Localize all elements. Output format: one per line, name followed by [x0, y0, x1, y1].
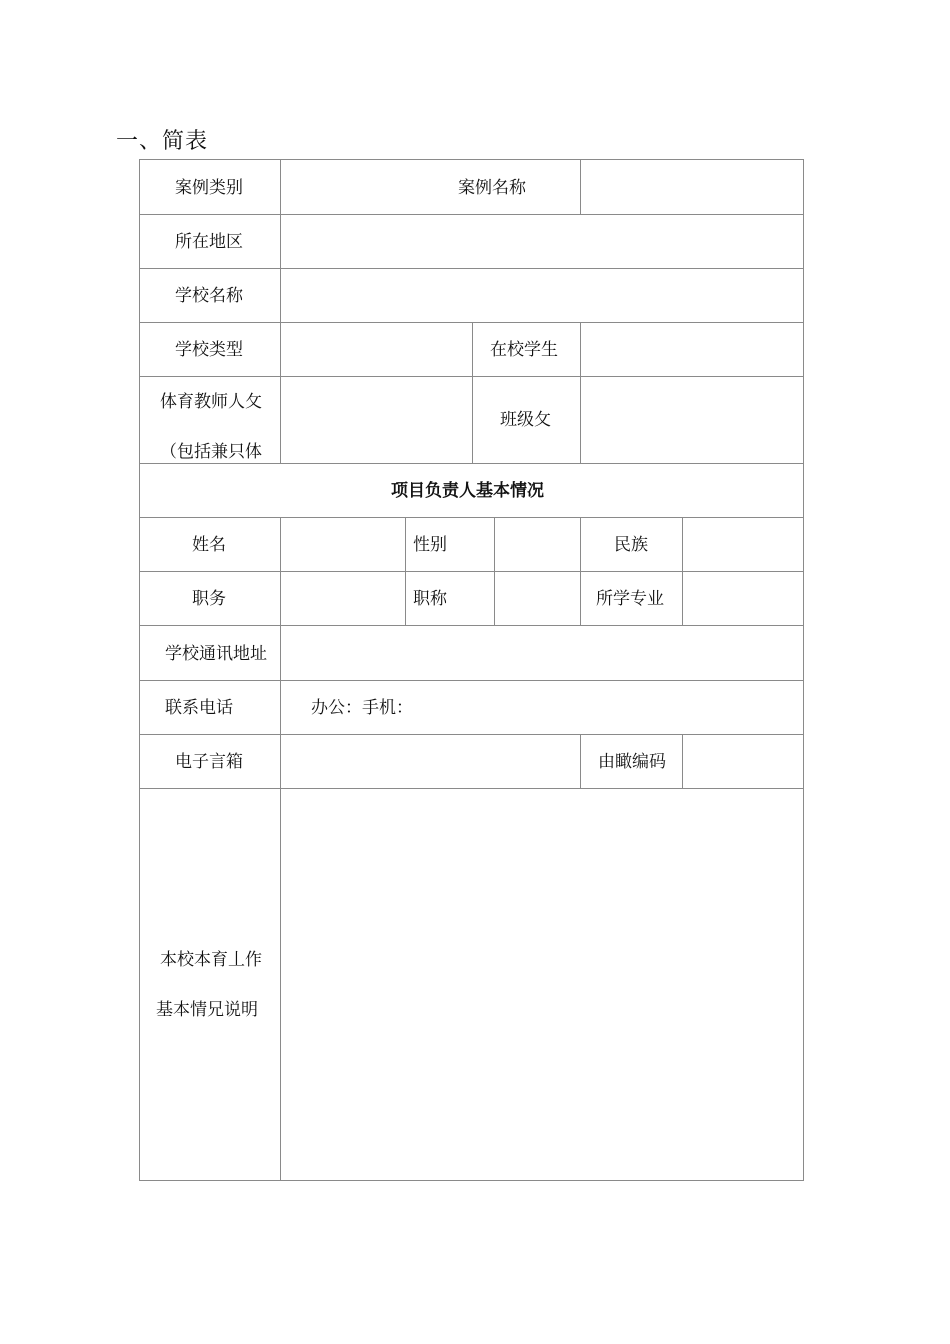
title-label: 职称 — [413, 589, 447, 609]
class-count-label: 班级攵 — [500, 410, 551, 430]
row-divider — [139, 517, 804, 518]
region-label: 所在地区 — [175, 232, 243, 252]
summary-label-2: 基本情兄说明 — [156, 1000, 258, 1020]
column-divider — [682, 517, 683, 626]
row-divider — [139, 268, 804, 269]
column-divider — [682, 734, 683, 789]
school-name-label: 学校名称 — [175, 286, 243, 306]
column-divider — [472, 322, 473, 464]
column-divider — [580, 734, 581, 789]
column-divider — [405, 517, 406, 626]
pe-teachers-label: 体育教师人攵 — [160, 392, 262, 412]
students-label: 在校学生 — [490, 340, 558, 360]
column-divider — [580, 159, 581, 214]
school-type-label: 学校类型 — [175, 340, 243, 360]
phone-label: 联系电话 — [165, 698, 233, 718]
column-divider — [580, 517, 581, 626]
email-label: 电子言箱 — [175, 752, 243, 772]
ethnicity-label: 民族 — [614, 535, 648, 555]
column-divider — [280, 159, 281, 464]
name-label: 姓名 — [192, 535, 226, 555]
gender-label: 性别 — [413, 535, 447, 555]
row-divider — [139, 788, 804, 789]
column-divider — [580, 322, 581, 464]
postcode-label: 由瞰编码 — [598, 752, 666, 772]
row-divider — [139, 680, 804, 681]
major-label: 所学专业 — [596, 589, 664, 609]
summary-label: 本校本育丄作 — [160, 950, 262, 970]
column-divider — [494, 517, 495, 626]
row-divider — [139, 625, 804, 626]
address-label: 学校通讯地址 — [165, 644, 267, 664]
pe-teachers-note: （包括兼只体 — [160, 442, 262, 462]
column-divider — [280, 517, 281, 1181]
case-type-label: 案例类别 — [175, 178, 243, 198]
row-divider — [139, 214, 804, 215]
case-name-label: 案例名称 — [458, 178, 526, 198]
section-heading: 一、简表 — [116, 129, 209, 154]
row-divider — [139, 571, 804, 572]
phone-detail: 办公：手机： — [311, 698, 413, 718]
row-divider — [139, 734, 804, 735]
summary-table — [139, 159, 804, 1181]
position-label: 职务 — [192, 589, 226, 609]
leader-section-title: 项目负责人基本情况 — [391, 481, 544, 501]
